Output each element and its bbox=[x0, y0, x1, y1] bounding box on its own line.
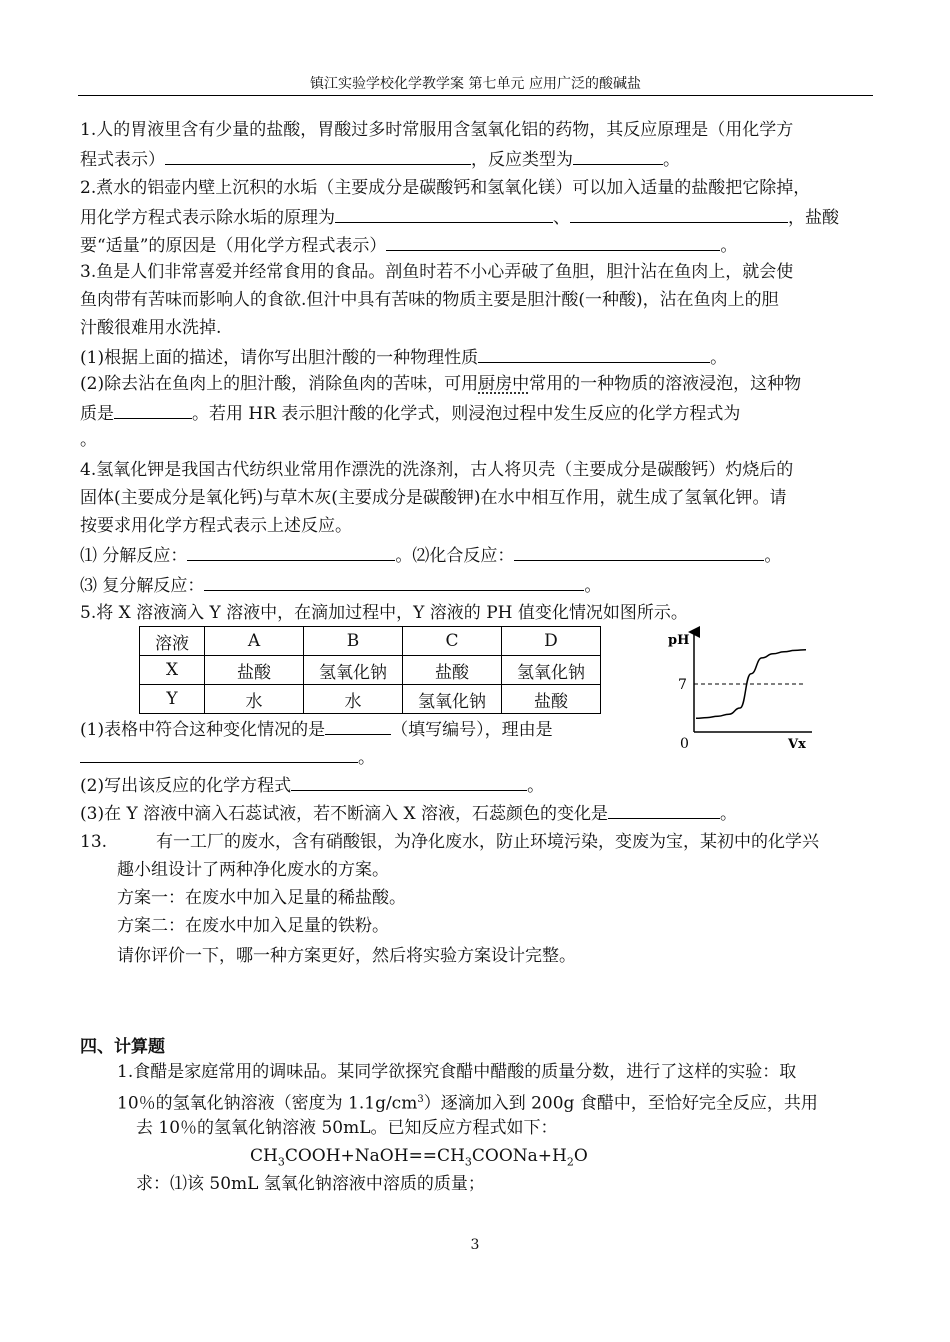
q5-sub1-cont bbox=[80, 744, 375, 770]
q3-sub4: 。 bbox=[80, 430, 97, 450]
q3-sub1 bbox=[80, 344, 727, 370]
ph-chart bbox=[660, 620, 820, 760]
q4-line1: 4.氢氧化钾是我国古代纺织业常用作漂洗的洗涤剂，古人将贝壳（主要成分是碳酸钙）灼烧后的 bbox=[80, 460, 794, 480]
q5-color-change-blank[interactable] bbox=[608, 800, 720, 819]
q3-substance-blank[interactable] bbox=[114, 400, 192, 419]
table-row bbox=[140, 685, 601, 714]
q2-equation3-blank[interactable] bbox=[386, 232, 720, 251]
q4-sub3 bbox=[80, 572, 601, 598]
q1-line2 bbox=[80, 146, 680, 172]
q2-line3 bbox=[80, 232, 737, 258]
q3-line1: 3.鱼是人们非常喜爱并经常食用的食品。剖鱼时若不小心弄破了鱼胆，胆汁沾在鱼肉上，就会使 bbox=[80, 262, 794, 282]
q5-choice-blank[interactable] bbox=[325, 716, 391, 735]
q3-sub2-text-a: (2)除去沾在鱼肉上的胆汁酸，消除鱼肉的苦味，可用 bbox=[80, 374, 479, 394]
q2-line2-text-a: 用化学方程式表示除水垢的原理为 bbox=[80, 208, 335, 228]
q5-solution-table bbox=[139, 626, 601, 714]
q3-sub1-text-b: 。 bbox=[710, 348, 728, 368]
page-header: 镇江实验学校化学教学案 第七单元 应用广泛的酸碱盐 bbox=[78, 74, 873, 96]
q2-line2-text-c: ，盐酸 bbox=[788, 208, 839, 228]
q5-equation-blank[interactable] bbox=[291, 772, 527, 791]
q1-line2-text-c: 。 bbox=[663, 150, 680, 170]
q13-line2: 趣小组设计了两种净化废水的方案。 bbox=[117, 860, 389, 880]
q3-sub3 bbox=[80, 400, 740, 426]
table-cell: C bbox=[403, 627, 502, 656]
q2-line2-text-b: 、 bbox=[553, 208, 570, 228]
q5-sub2-text-a: (2)写出该反应的化学方程式 bbox=[80, 776, 292, 796]
q2-equation1-blank[interactable] bbox=[335, 204, 553, 223]
q5-line1: 5.将 X 溶液滴入 Y 溶液中，在滴加过程中，Y 溶液的 PH 值变化情况如图所示。 bbox=[80, 603, 688, 623]
table-cell: B bbox=[304, 627, 403, 656]
q13-plan2: 方案二：在废水中加入足量的铁粉。 bbox=[117, 916, 389, 936]
q4-sub1-text-a: ⑴ 分解反应： bbox=[80, 546, 188, 566]
q13-ask: 请你评价一下，哪一种方案更好，然后将实验方案设计完整。 bbox=[117, 946, 576, 966]
ph7-label: 7 bbox=[678, 677, 687, 693]
q2-line3-text-b: 。 bbox=[720, 236, 738, 256]
q4-line3: 按要求用化学方程式表示上述反应。 bbox=[80, 516, 352, 536]
q5-sub2-text-b: 。 bbox=[527, 776, 545, 796]
q2-line3-text-a: 要“适量”的原因是（用化学方程式表示） bbox=[80, 236, 387, 256]
q1-line1: 1.人的胃液里含有少量的盐酸，胃酸过多时常服用含氢氧化铝的药物，其反应原理是（用化学方 bbox=[80, 120, 794, 140]
table-cell: Y bbox=[140, 685, 205, 714]
s4-q1-line2-text-a: 10％的氢氧化钠溶液（密度为 1.1g/cm bbox=[117, 1093, 418, 1114]
table-cell: 氢氧化钠 bbox=[304, 656, 403, 685]
s4-q1-line3: 去 10％的氢氧化钠溶液 50mL。已知反应方程式如下： bbox=[136, 1118, 558, 1138]
table-cell: A bbox=[205, 627, 304, 656]
table-cell: 氢氧化钠 bbox=[502, 656, 601, 685]
q4-sub3-text-a: ⑶ 复分解反应： bbox=[80, 576, 205, 596]
q5-sub3-text-b: 。 bbox=[720, 804, 738, 824]
q3-sub2 bbox=[80, 372, 801, 396]
table-cell: X bbox=[140, 656, 205, 685]
q4-sub1 bbox=[80, 542, 781, 568]
s4-q1-equation bbox=[250, 1144, 588, 1174]
section-title: 四、计算题 bbox=[80, 1037, 165, 1057]
table-row bbox=[140, 656, 601, 685]
q4-double-replacement-blank[interactable] bbox=[204, 572, 584, 591]
q5-sub1-text-a: (1)表格中符合这种变化情况的是 bbox=[80, 720, 326, 740]
table-cell: 氢氧化钠 bbox=[403, 685, 502, 714]
table-cell: D bbox=[502, 627, 601, 656]
q1-line2-text-a: 程式表示） bbox=[80, 150, 165, 170]
eq-part: CH bbox=[250, 1146, 278, 1166]
table-cell: 盐酸 bbox=[403, 656, 502, 685]
table-cell: 盐酸 bbox=[502, 685, 601, 714]
eq-part: COONa+H bbox=[471, 1146, 567, 1166]
eq-part: O bbox=[573, 1146, 588, 1166]
q13-number: 13. bbox=[80, 832, 108, 852]
q5-sub1 bbox=[80, 716, 553, 742]
q3-line3: 汁酸很难用水洗掉. bbox=[80, 318, 222, 338]
q1-equation-blank[interactable] bbox=[165, 146, 471, 165]
s4-q1-superscript: 3 bbox=[417, 1094, 424, 1105]
eq-part: COOH+NaOH==CH bbox=[284, 1146, 465, 1166]
q3-sub3-text-b: 。若用 HR 表示胆汁酸的化学式，则浸泡过程中发生反应的化学方程式为 bbox=[192, 404, 741, 424]
q2-equation2-blank[interactable] bbox=[570, 204, 788, 223]
q3-sub3-text-a: 质是 bbox=[80, 404, 114, 424]
s4-q1-line2-text-b: ）逐滴加入到 200g 食醋中，至恰好完全反应，共用 bbox=[423, 1093, 818, 1114]
table-cell: 水 bbox=[205, 685, 304, 714]
table-row bbox=[140, 627, 601, 656]
table-cell: 溶液 bbox=[140, 627, 205, 656]
q5-sub3 bbox=[80, 800, 737, 826]
q1-line2-text-b: ，反应类型为 bbox=[471, 150, 573, 170]
q3-sub1-text-a: (1)根据上面的描述，请你写出胆汁酸的一种物理性质 bbox=[80, 348, 479, 368]
y-axis-label: pH bbox=[668, 633, 690, 648]
eq-subscript: 3 bbox=[277, 1155, 285, 1169]
eq-subscript: 3 bbox=[464, 1155, 472, 1169]
q13-plan1: 方案一：在废水中加入足量的稀盐酸。 bbox=[117, 888, 406, 908]
page-number: 3 bbox=[470, 1237, 480, 1253]
q4-combination-blank[interactable] bbox=[514, 542, 764, 561]
q4-sub3-text-b: 。 bbox=[584, 576, 602, 596]
q1-reaction-type-blank[interactable] bbox=[573, 146, 663, 165]
q5-sub1-text-c: 。 bbox=[358, 748, 375, 768]
q2-line2 bbox=[80, 204, 839, 230]
q3-sub2-text-b: 常用的一种物质的溶液浸泡，这种物 bbox=[529, 374, 802, 394]
origin-label: 0 bbox=[680, 736, 689, 752]
eq-subscript: 2 bbox=[566, 1155, 574, 1169]
table-cell: 盐酸 bbox=[205, 656, 304, 685]
q5-sub2 bbox=[80, 772, 544, 798]
q5-reason-blank[interactable] bbox=[80, 744, 358, 763]
q3-sub2-emphasis: 厨房中 bbox=[478, 374, 530, 394]
q4-sub1-text-b: 。⑵化合反应： bbox=[395, 546, 515, 566]
q4-sub1-text-c: 。 bbox=[764, 546, 782, 566]
q13-line1: 有一工厂的废水，含有硝酸银，为净化废水，防止环境污染，变废为宝，某初中的化学兴 bbox=[156, 832, 819, 852]
table-cell: 水 bbox=[304, 685, 403, 714]
s4-q1-line1: 1.食醋是家庭常用的调味品。某同学欲探究食醋中醋酸的质量分数，进行了这样的实验：取 bbox=[117, 1062, 797, 1082]
s4-q1-ask: 求：⑴该 50mL 氢氧化钠溶液中溶质的质量； bbox=[136, 1174, 485, 1194]
q5-sub3-text-a: (3)在 Y 溶液中滴入石蕊试液，若不断滴入 X 溶液，石蕊颜色的变化是 bbox=[80, 804, 609, 824]
q4-decomposition-blank[interactable] bbox=[187, 542, 395, 561]
q2-line1: 2.煮水的铝壶内壁上沉积的水垢（主要成分是碳酸钙和氢氧化镁）可以加入适量的盐酸把它除掉， bbox=[80, 178, 811, 198]
q5-sub1-text-b: （填写编号），理由是 bbox=[391, 720, 553, 740]
q3-line2: 鱼肉带有苦味而影响人的食欲.但汁中具有苦味的物质主要是胆汁酸(一种酸)，沾在鱼肉上的胆 bbox=[80, 290, 779, 310]
q3-property-blank[interactable] bbox=[478, 344, 710, 363]
s4-q1-line2 bbox=[117, 1088, 818, 1116]
x-axis-label: Vx bbox=[788, 737, 806, 752]
q4-line2: 固体(主要成分是氧化钙)与草木灰(主要成分是碳酸钾)在水中相互作用，就生成了氢氧化钾。请 bbox=[80, 488, 787, 508]
